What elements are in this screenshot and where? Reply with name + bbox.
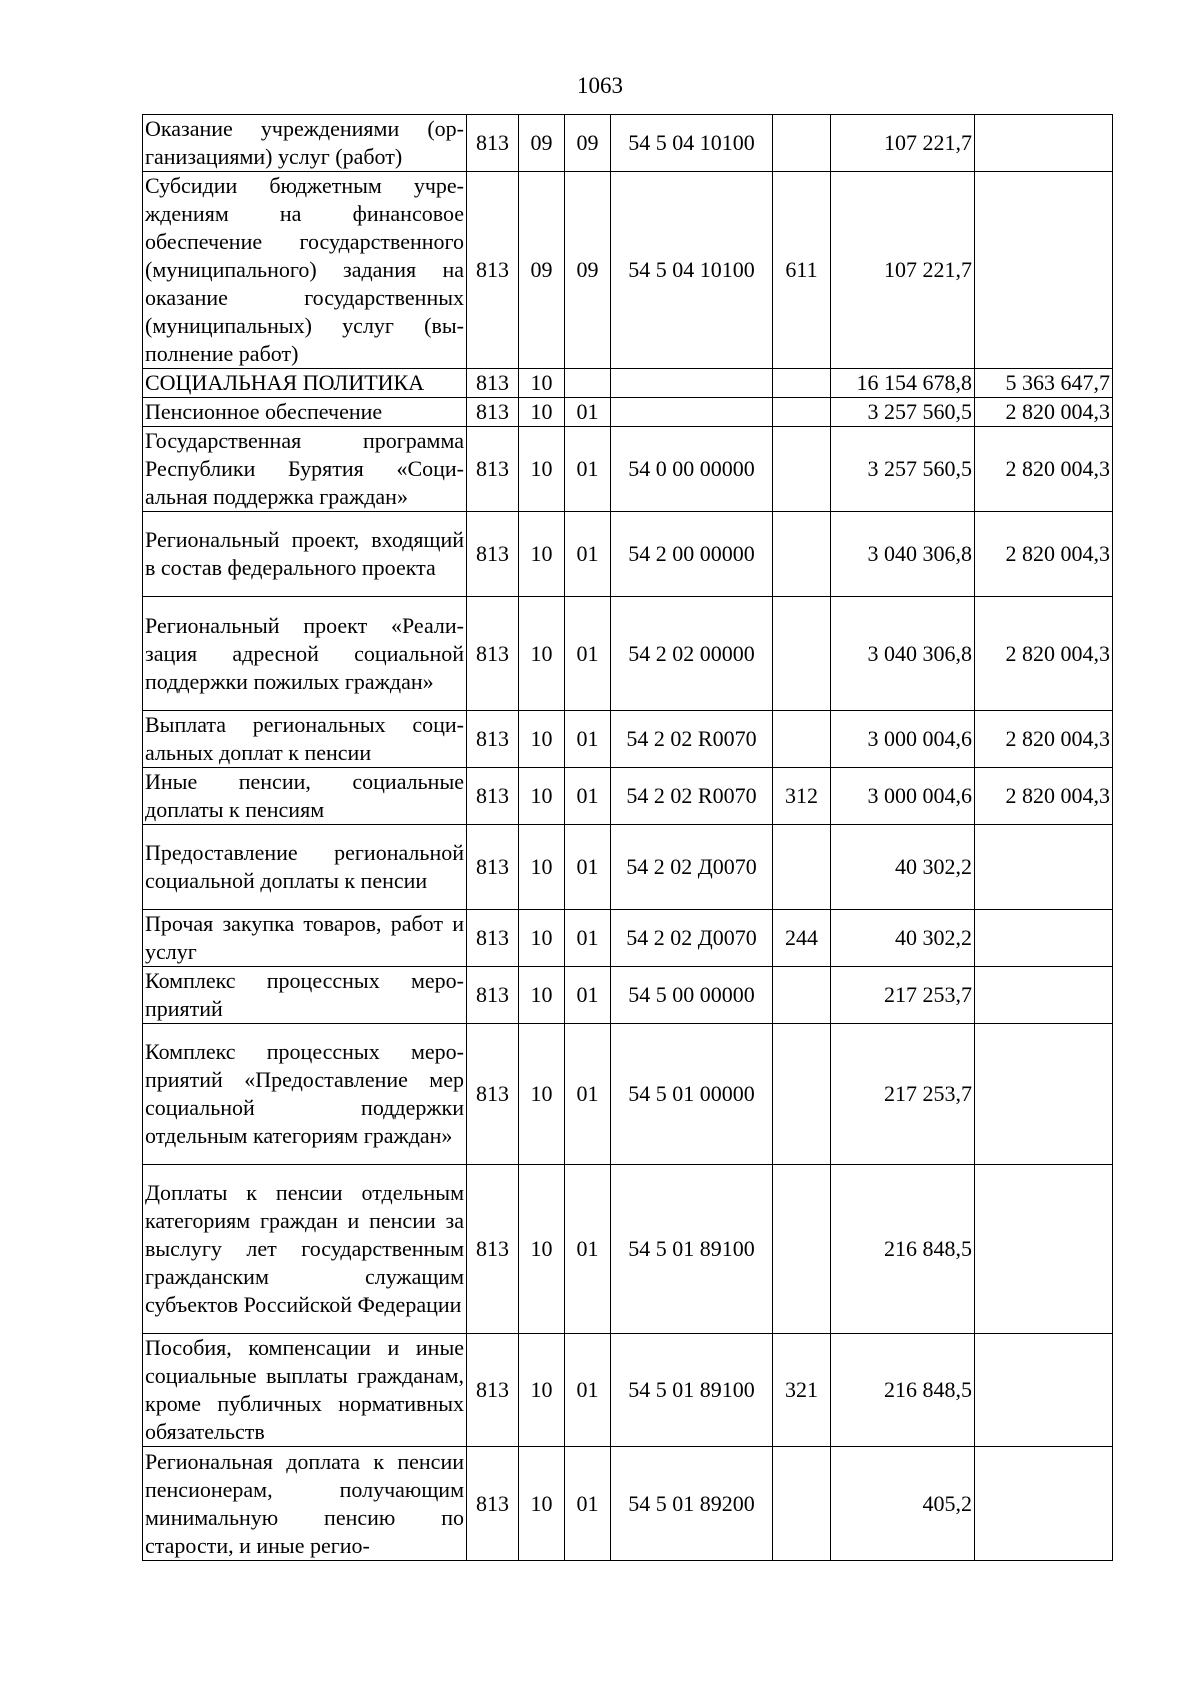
federal-amount-cell [975, 1334, 1113, 1447]
table-row [143, 1165, 1113, 1334]
section-code-cell: 10 [519, 910, 565, 967]
expense-name-cell: Выплата региональных социальных доплат к пенсии [143, 711, 467, 768]
target-article-cell: 54 5 01 89100 [611, 1334, 773, 1447]
ministry-code-cell: 813 [467, 1165, 519, 1334]
section-code-cell: 10 [519, 768, 565, 825]
ministry-code-cell: 813 [467, 172, 519, 369]
target-article-cell: 54 5 01 00000 [611, 1024, 773, 1165]
section-code-cell: 09 [519, 172, 565, 369]
subsection-code-cell: 01 [565, 1334, 611, 1447]
expense-name-cell: Комплекс процессных мероприятий [143, 967, 467, 1024]
expense-name-cell: Прочая закупка товаров, работ и услуг [143, 910, 467, 967]
amount-cell: 107 221,7 [831, 115, 975, 172]
ministry-code-cell: 813 [467, 512, 519, 597]
section-code-cell: 10 [519, 1334, 565, 1447]
table-row [143, 172, 1113, 369]
target-article-cell: 54 5 04 10100 [611, 172, 773, 369]
amount-cell: 216 848,5 [831, 1165, 975, 1334]
ministry-code-cell: 813 [467, 115, 519, 172]
amount-cell: 40 302,2 [831, 910, 975, 967]
ministry-code-cell: 813 [467, 1334, 519, 1447]
target-article-cell: 54 5 04 10100 [611, 115, 773, 172]
amount-cell: 40 302,2 [831, 825, 975, 910]
amount-cell: 16 154 678,8 [831, 369, 975, 398]
ministry-code-cell: 813 [467, 1447, 519, 1561]
table-row [143, 398, 1113, 427]
target-article-cell: 54 5 01 89200 [611, 1447, 773, 1561]
federal-amount-cell [975, 825, 1113, 910]
federal-amount-cell: 2 820 004,3 [975, 597, 1113, 711]
federal-amount-cell: 5 363 647,7 [975, 369, 1113, 398]
amount-cell: 107 221,7 [831, 172, 975, 369]
section-code-cell: 10 [519, 711, 565, 768]
ministry-code-cell: 813 [467, 825, 519, 910]
expense-name-cell: Субсидии бюджетным учреждениям на финансовое обеспечение государственного (муниципального) задания на оказание государственных (муниципальных) услуг (выполнение работ) [143, 172, 467, 369]
table-row [143, 512, 1113, 597]
amount-cell: 217 253,7 [831, 967, 975, 1024]
federal-amount-cell [975, 172, 1113, 369]
federal-amount-cell [975, 910, 1113, 967]
expense-type-cell [773, 1165, 831, 1334]
ministry-code-cell: 813 [467, 597, 519, 711]
expense-name-cell: Региональный проект «Реализация адресной социальной поддержки пожилых граждан» [143, 597, 467, 711]
federal-amount-cell: 2 820 004,3 [975, 711, 1113, 768]
target-article-cell [611, 369, 773, 398]
subsection-code-cell: 01 [565, 711, 611, 768]
federal-amount-cell [975, 115, 1113, 172]
section-code-cell: 10 [519, 597, 565, 711]
expense-type-cell [773, 398, 831, 427]
expense-type-cell [773, 1447, 831, 1561]
expense-type-cell [773, 512, 831, 597]
table-row [143, 427, 1113, 512]
target-article-cell: 54 2 02 R0070 [611, 711, 773, 768]
subsection-code-cell: 01 [565, 597, 611, 711]
table-row [143, 768, 1113, 825]
target-article-cell: 54 2 02 R0070 [611, 768, 773, 825]
ministry-code-cell: 813 [467, 427, 519, 512]
amount-cell: 3 040 306,8 [831, 597, 975, 711]
expense-type-cell [773, 115, 831, 172]
subsection-code-cell: 01 [565, 1165, 611, 1334]
expense-name-cell: Иные пенсии, социальные доплаты к пенсиям [143, 768, 467, 825]
federal-amount-cell: 2 820 004,3 [975, 512, 1113, 597]
expense-type-cell [773, 825, 831, 910]
target-article-cell: 54 2 02 Д0070 [611, 825, 773, 910]
ministry-code-cell: 813 [467, 398, 519, 427]
page-number: 1063 [577, 73, 623, 98]
target-article-cell: 54 0 00 00000 [611, 427, 773, 512]
federal-amount-cell: 2 820 004,3 [975, 768, 1113, 825]
subsection-code-cell: 01 [565, 910, 611, 967]
table-row [143, 597, 1113, 711]
amount-cell: 3 040 306,8 [831, 512, 975, 597]
subsection-code-cell: 01 [565, 398, 611, 427]
amount-cell: 405,2 [831, 1447, 975, 1561]
section-code-cell: 10 [519, 512, 565, 597]
expense-name-cell: Оказание учреждениями (организациями) услуг (работ) [143, 115, 467, 172]
section-code-cell: 10 [519, 825, 565, 910]
ministry-code-cell: 813 [467, 1024, 519, 1165]
ministry-code-cell: 813 [467, 711, 519, 768]
federal-amount-cell: 2 820 004,3 [975, 427, 1113, 512]
subsection-code-cell: 01 [565, 967, 611, 1024]
table-row [143, 825, 1113, 910]
section-code-cell: 10 [519, 1024, 565, 1165]
budget-table-body [143, 115, 1113, 1561]
expense-name-cell: Предоставление региональной социальной доплаты к пенсии [143, 825, 467, 910]
table-row [143, 910, 1113, 967]
amount-cell: 217 253,7 [831, 1024, 975, 1165]
subsection-code-cell: 01 [565, 1447, 611, 1561]
expense-name-cell: Региональный проект, входящий в состав федерального проекта [143, 512, 467, 597]
expense-type-cell [773, 427, 831, 512]
expense-type-cell [773, 711, 831, 768]
amount-cell: 3 257 560,5 [831, 427, 975, 512]
expense-type-cell: 244 [773, 910, 831, 967]
target-article-cell: 54 2 02 Д0070 [611, 910, 773, 967]
target-article-cell: 54 5 01 89100 [611, 1165, 773, 1334]
budget-table [142, 114, 1113, 1561]
target-article-cell [611, 398, 773, 427]
section-code-cell: 10 [519, 427, 565, 512]
section-code-cell: 10 [519, 1165, 565, 1334]
subsection-code-cell: 01 [565, 1024, 611, 1165]
federal-amount-cell [975, 967, 1113, 1024]
expense-name-cell: Пенсионное обеспечение [143, 398, 467, 427]
federal-amount-cell [975, 1024, 1113, 1165]
expense-name-cell: СОЦИАЛЬНАЯ ПОЛИТИКА [143, 369, 467, 398]
expense-type-cell: 312 [773, 768, 831, 825]
section-code-cell: 10 [519, 967, 565, 1024]
expense-name-cell: Государственная программа Республики Бурятия «Социальная поддержка граждан» [143, 427, 467, 512]
amount-cell: 3 257 560,5 [831, 398, 975, 427]
subsection-code-cell: 09 [565, 115, 611, 172]
federal-amount-cell: 2 820 004,3 [975, 398, 1113, 427]
section-code-cell: 10 [519, 369, 565, 398]
table-row [143, 1334, 1113, 1447]
expense-name-cell: Пособия, компенсации и иные социальные выплаты гражданам, кроме публичных нормативных обязательств [143, 1334, 467, 1447]
subsection-code-cell: 09 [565, 172, 611, 369]
expense-type-cell [773, 1024, 831, 1165]
subsection-code-cell: 01 [565, 512, 611, 597]
federal-amount-cell [975, 1165, 1113, 1334]
expense-type-cell: 611 [773, 172, 831, 369]
table-row [143, 711, 1113, 768]
expense-name-cell: Доплаты к пенсии отдельным категориям граждан и пенсии за выслугу лет государственным гражданским служащим субъектов Российской Федерации [143, 1165, 467, 1334]
federal-amount-cell [975, 1447, 1113, 1561]
expense-type-cell: 321 [773, 1334, 831, 1447]
amount-cell: 3 000 004,6 [831, 711, 975, 768]
table-row [143, 369, 1113, 398]
section-code-cell: 10 [519, 398, 565, 427]
amount-cell: 216 848,5 [831, 1334, 975, 1447]
target-article-cell: 54 2 00 00000 [611, 512, 773, 597]
expense-type-cell [773, 597, 831, 711]
expense-name-cell: Региональная доплата к пенсии пенсионерам, получающим минимальную пенсию по старости, и иные регио- [143, 1447, 467, 1561]
expense-type-cell [773, 369, 831, 398]
amount-cell: 3 000 004,6 [831, 768, 975, 825]
section-code-cell: 10 [519, 1447, 565, 1561]
subsection-code-cell [565, 369, 611, 398]
ministry-code-cell: 813 [467, 967, 519, 1024]
ministry-code-cell: 813 [467, 369, 519, 398]
table-row [143, 1024, 1113, 1165]
table-row [143, 115, 1113, 172]
expense-type-cell [773, 967, 831, 1024]
ministry-code-cell: 813 [467, 768, 519, 825]
subsection-code-cell: 01 [565, 427, 611, 512]
table-row [143, 1447, 1113, 1561]
subsection-code-cell: 01 [565, 768, 611, 825]
ministry-code-cell: 813 [467, 910, 519, 967]
table-row [143, 967, 1113, 1024]
target-article-cell: 54 5 00 00000 [611, 967, 773, 1024]
section-code-cell: 09 [519, 115, 565, 172]
expense-name-cell: Комплекс процессных мероприятий «Предоставление мер социальной поддержки отдельным категориям граждан» [143, 1024, 467, 1165]
subsection-code-cell: 01 [565, 825, 611, 910]
target-article-cell: 54 2 02 00000 [611, 597, 773, 711]
